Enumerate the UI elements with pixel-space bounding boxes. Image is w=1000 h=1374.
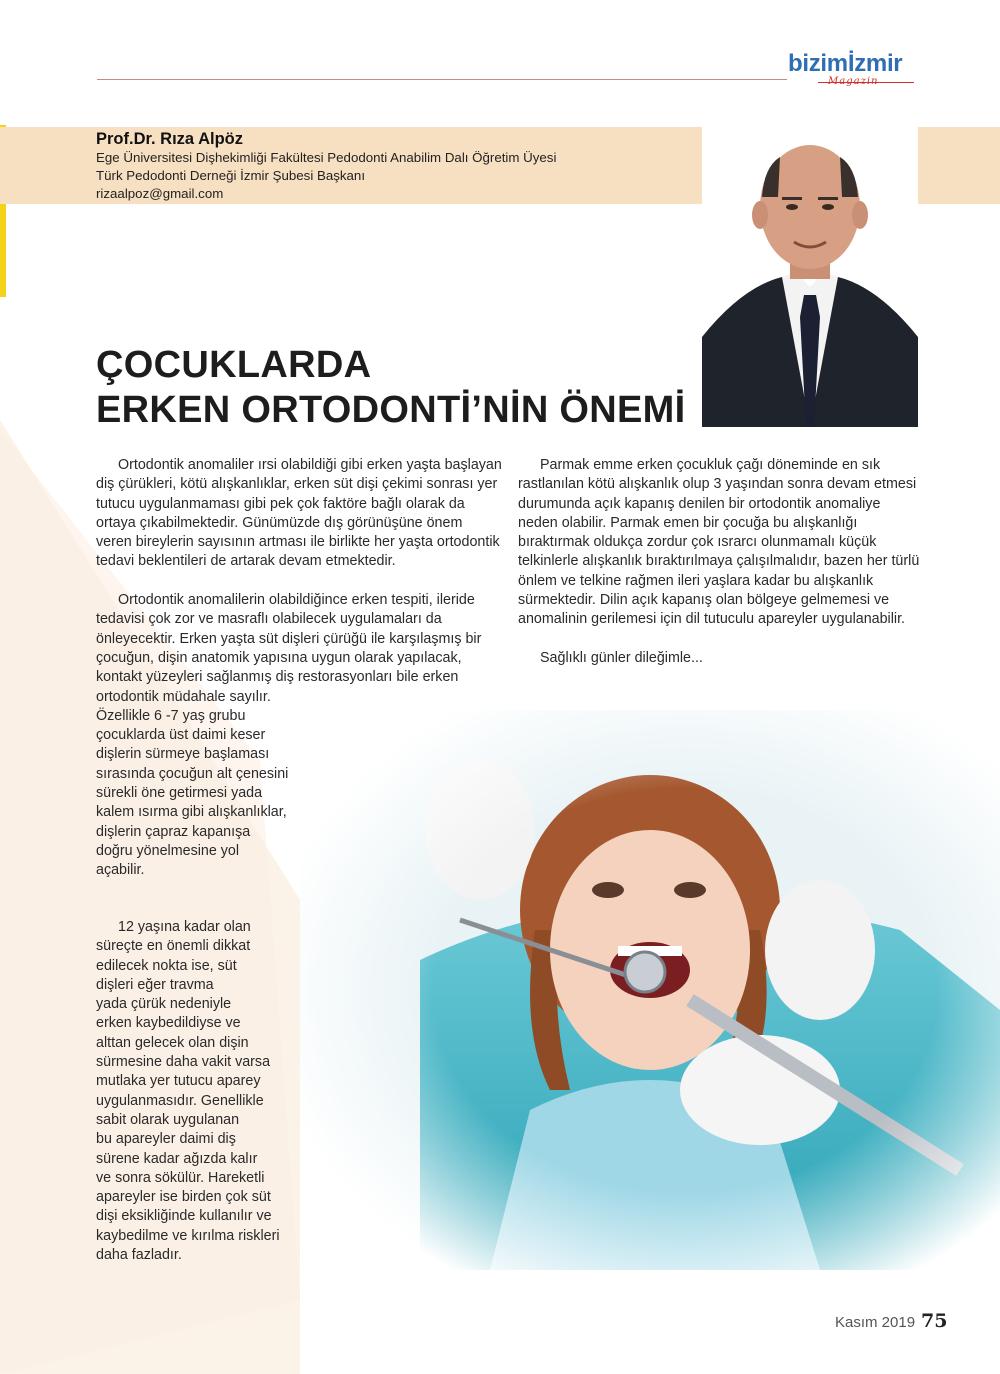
text-line: yada çürük nedeniyle	[96, 996, 232, 1013]
author-email[interactable]: rizaalpoz@gmail.com	[96, 186, 224, 201]
paragraph: Ortodontik anomaliler ırsi olabildiği gibi erken yaşta başlayan diş çürükleri, kötü alışkanlıklar, erken süt dişi çekimi sonrası yer tutucu uygulanmaması gibi pek çok faktöre bağlı olarak da ortaya çıkabilmektedir. Günümüzde dış görünüşüne önem veren bireylerin sayısının artması ile birlikte her yaşta ortodontik tedavi beklentileri de artarak devam etmektedir.	[96, 457, 502, 570]
author-name: Prof.Dr. Rıza Alpöz	[96, 130, 243, 148]
text-line: Özellikle 6 -7 yaş grubu	[96, 707, 246, 724]
right-column	[518, 456, 923, 688]
page-footer	[835, 1310, 948, 1332]
text-line: doğru yönelmesine yol	[96, 842, 240, 859]
text-line: ve sonra sökülür. Hareketli	[96, 1169, 265, 1186]
magazine-logo	[788, 44, 922, 94]
text-line: apareyler ise birden çok süt	[96, 1189, 271, 1206]
logo-text: bizimİzmir	[788, 50, 903, 77]
text-line: kaybedilme ve kırılma riskleri	[96, 1227, 280, 1244]
paragraph: Parmak emme erken çocukluk çağı döneminde en sık rastlanılan kötü alışkanlık olup 3 yaşından sonra devam etmesi durumunda açık kapanış denilen bir ortodontik anomaliye neden olabilir. Parmak emen bir çocuğa bu alışkanlığı bıraktırmak oldukça zordur çok ısrarcı olunmamalı küçük telkinlerle alışkanlık bıraktırılmaya çalışılmalıdır, bazen her türlü önlem ve telkine rağmen ileri yaşlara kadar bu alışkanlık sürmektedir. Dilin açık kapanış olan bölgeye gelmemesi ve anomalinin gerilemesi için dil tutuculu apareyler uygulanabilir.	[518, 457, 920, 628]
paragraph-narrow	[96, 918, 306, 1265]
text-line: sabit olarak uygulanan	[96, 1111, 240, 1128]
logo-subtitle: Magazin	[828, 76, 879, 87]
text-line: mutlaka yer tutucu aparey	[96, 1073, 261, 1090]
text-line: kalem ısırma gibi alışkanlıklar,	[96, 804, 287, 821]
text-line: erken kaybedildiyse ve	[96, 1015, 241, 1032]
text-line: bu apareyler daimi diş	[96, 1131, 236, 1148]
text-line: sürekli öne getirmesi yada	[96, 785, 263, 802]
left-column	[96, 456, 502, 881]
text-line: edilecek nokta ise, süt	[96, 957, 237, 974]
author-info	[96, 129, 556, 203]
text-line: alttan gelecek olan dişin	[96, 1034, 249, 1051]
text-line: dişi eksikliğinde kullanılır ve	[96, 1208, 272, 1225]
paragraph: Ortodontik anomalilerin olabildiğince erken tespiti, ileride tedavisi çok zor ve masraflı olabilecek uygulamaları da önleyecektir. Erken yaşta süt dişleri çürüğü ile karşılaşmış bir çocuğun, dişin anatomik yapısına uygun olarak yapılacak, kontakt yüzeyleri sağlanmış diş restorasyonları bile erken ortodontik müdahale sayılır.	[96, 592, 482, 705]
portrait-image	[702, 127, 918, 427]
text-line: dişleri eğer travma	[96, 976, 214, 993]
title-line-2: ERKEN ORTODONTİ’NİN ÖNEMİ	[96, 389, 686, 431]
paragraph-narrow	[96, 707, 502, 881]
text-line: çocuklarda üst daimi keser	[96, 727, 266, 744]
author-portrait	[702, 127, 918, 427]
page-number: 75	[921, 1310, 948, 1332]
title-line-1: ÇOCUKLARDA	[96, 344, 372, 386]
text-line: 12 yaşına kadar olan	[118, 919, 251, 935]
text-line: sırasında çocuğun alt çenesini	[96, 765, 289, 782]
header-rule	[97, 79, 787, 80]
text-line: dişlerin sürmeye başlaması	[96, 746, 270, 763]
text-line: uygulanmasıdır. Genellikle	[96, 1092, 264, 1109]
left-column-narrow	[96, 918, 306, 1265]
text-line: açabilir.	[96, 862, 145, 879]
text-line: sürene kadar ağızda kalır	[96, 1150, 258, 1167]
text-line: daha fazladır.	[96, 1247, 182, 1264]
author-association: Türk Pedodonti Derneği İzmir Şubesi Başkanı	[96, 168, 366, 183]
article-title	[96, 343, 686, 433]
text-line: süreçte en önemli dikkat	[96, 938, 251, 955]
author-affiliation: Ege Üniversitesi Dişhekimliği Fakültesi Pedodonti Anabilim Dalı Öğretim Üyesi	[96, 150, 557, 165]
issue-date: Kasım 2019	[835, 1314, 916, 1331]
text-line: sürmesine daha vakit varsa	[96, 1054, 271, 1071]
closing-line: Sağlıklı günler dileğimle...	[540, 649, 703, 666]
text-line: dişlerin çapraz kapanışa	[96, 823, 251, 840]
